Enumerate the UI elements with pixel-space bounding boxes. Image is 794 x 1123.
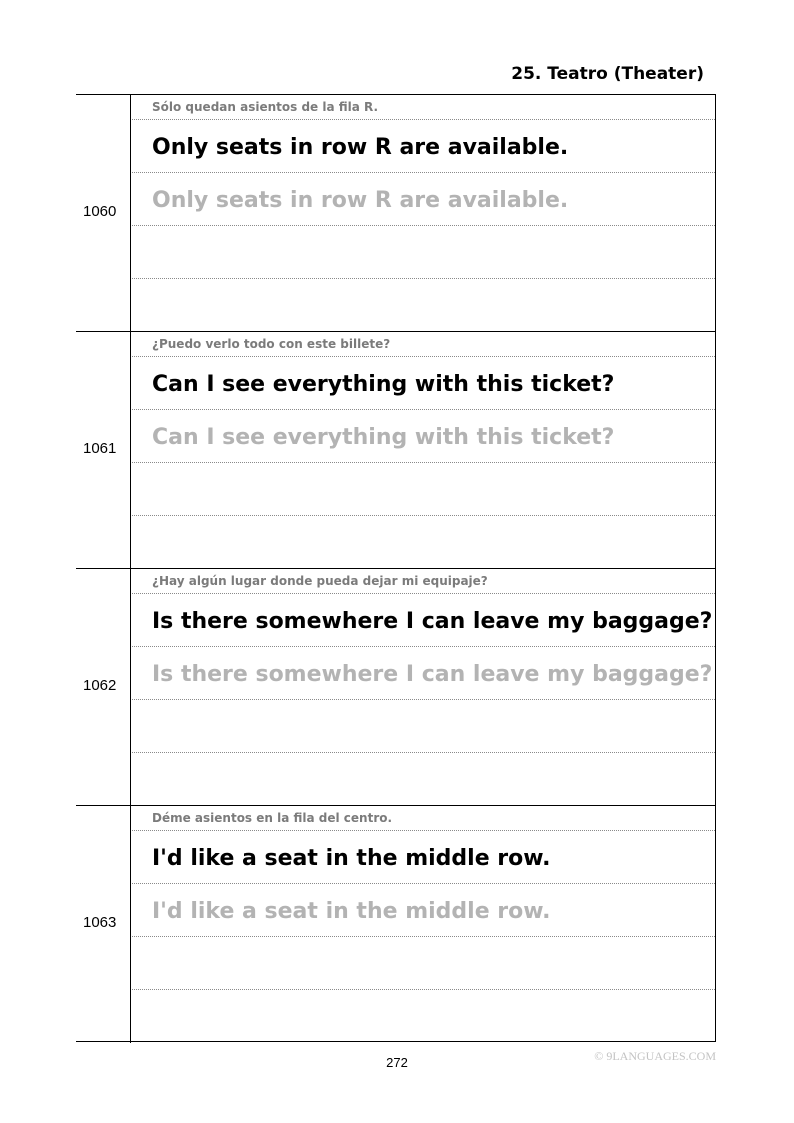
number-column bbox=[76, 95, 131, 332]
sentence-number: 1061 bbox=[83, 440, 117, 457]
spanish-sentence: ¿Puedo verlo todo con este billete? bbox=[152, 337, 391, 351]
guide-line bbox=[132, 989, 715, 990]
sentence-number: 1062 bbox=[83, 677, 117, 694]
sentence-number: 1063 bbox=[83, 914, 117, 931]
sentence-number: 1060 bbox=[83, 203, 117, 220]
trace-sentence: I'd like a seat in the middle row. bbox=[152, 899, 551, 924]
english-sentence: I'd like a seat in the middle row. bbox=[152, 846, 551, 871]
number-column bbox=[76, 806, 131, 1043]
number-column bbox=[76, 332, 131, 569]
guide-line bbox=[132, 936, 715, 937]
writing-lines bbox=[132, 806, 715, 1043]
guide-line bbox=[132, 172, 715, 173]
spanish-sentence: ¿Hay algún lugar donde pueda dejar mi equipaje? bbox=[152, 574, 488, 588]
guide-line bbox=[132, 699, 715, 700]
english-sentence: Can I see everything with this ticket? bbox=[152, 372, 615, 397]
guide-line bbox=[132, 119, 715, 120]
practice-sheet bbox=[76, 94, 716, 1042]
english-sentence: Is there somewhere I can leave my baggage? bbox=[152, 609, 713, 634]
guide-line bbox=[132, 883, 715, 884]
trace-sentence: Only seats in row R are available. bbox=[152, 188, 569, 213]
writing-lines bbox=[132, 569, 715, 806]
guide-line bbox=[132, 409, 715, 410]
writing-lines bbox=[132, 332, 715, 569]
practice-block bbox=[76, 569, 715, 806]
practice-block bbox=[76, 806, 715, 1043]
guide-line bbox=[132, 646, 715, 647]
page-number: 272 bbox=[386, 1055, 408, 1070]
guide-line bbox=[132, 462, 715, 463]
practice-block bbox=[76, 95, 715, 332]
guide-line bbox=[132, 278, 715, 279]
writing-lines bbox=[132, 95, 715, 332]
copyright-watermark: © 9LANGUAGES.COM bbox=[594, 1049, 716, 1063]
spanish-sentence: Sólo quedan asientos de la fila R. bbox=[152, 100, 379, 114]
page-title: 25. Teatro (Theater) bbox=[511, 64, 704, 84]
trace-sentence: Can I see everything with this ticket? bbox=[152, 425, 615, 450]
spanish-sentence: Déme asientos en la fila del centro. bbox=[152, 811, 393, 825]
guide-line bbox=[132, 830, 715, 831]
trace-sentence: Is there somewhere I can leave my baggage? bbox=[152, 662, 713, 687]
guide-line bbox=[132, 515, 715, 516]
guide-line bbox=[132, 225, 715, 226]
practice-block bbox=[76, 332, 715, 569]
guide-line bbox=[132, 356, 715, 357]
english-sentence: Only seats in row R are available. bbox=[152, 135, 569, 160]
number-column bbox=[76, 569, 131, 806]
guide-line bbox=[132, 752, 715, 753]
guide-line bbox=[132, 593, 715, 594]
